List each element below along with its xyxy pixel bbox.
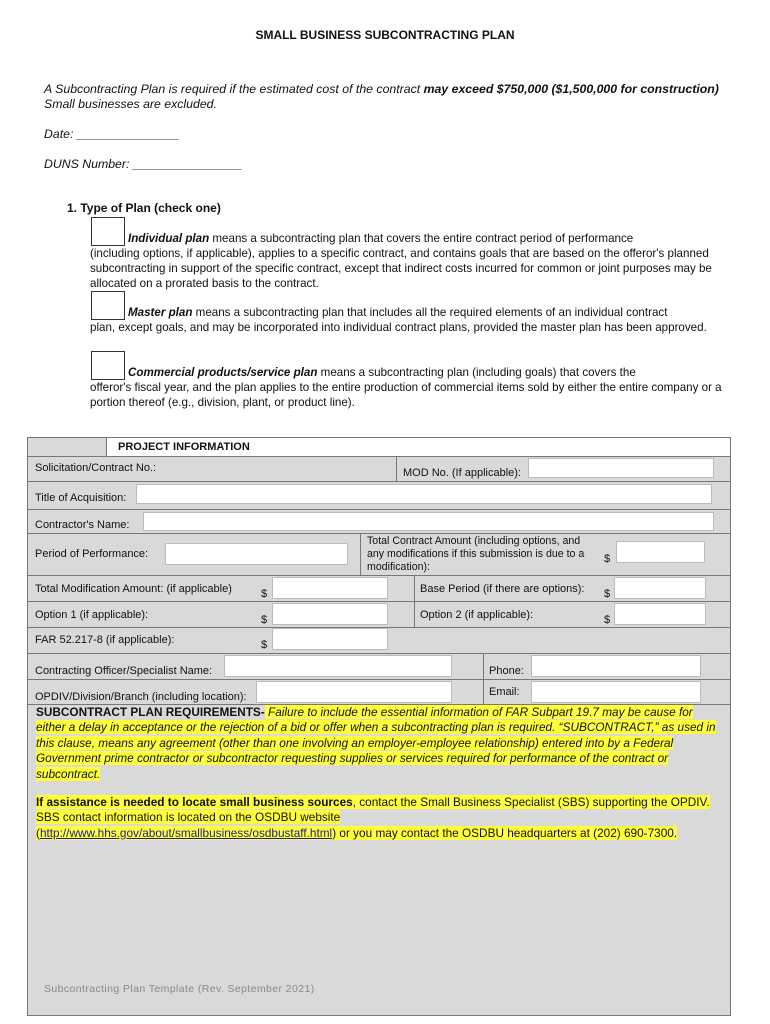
contracting-officer-label: Contracting Officer/Specialist Name: (35, 665, 213, 677)
currency-symbol: $ (261, 614, 268, 626)
individual-plan-text-first: means a subcontracting plan that covers the entire contract period of performance (209, 232, 634, 245)
duns-line[interactable]: DUNS Number: ________________ (44, 157, 243, 171)
currency-symbol: $ (604, 614, 611, 626)
title-of-acquisition-input[interactable] (136, 484, 712, 504)
intro-text-after: Small businesses are excluded. (44, 97, 217, 111)
date-line[interactable]: Date: _______________ (44, 127, 180, 141)
master-plan-text-first: means a subcontracting plan that includes all the required elements of an individual contract (192, 306, 668, 319)
title-of-acquisition-label: Title of Acquisition: (35, 492, 127, 504)
total-contract-amount-input[interactable] (616, 541, 705, 563)
project-information-header: PROJECT INFORMATION (118, 441, 250, 453)
total-contract-amount-label-line-1: Total Contract Amount (including options, and (367, 535, 581, 547)
master-plan-text-rest: plan, except goals, and may be incorporated into individual contract plans, provided the master plan has been approved. (90, 321, 707, 334)
currency-symbol: $ (604, 588, 611, 600)
intro-threshold: may exceed $750,000 ($1,500,000 for construction) (423, 82, 719, 96)
period-of-performance-input[interactable] (165, 543, 348, 565)
requirements-heading: SUBCONTRACT PLAN REQUIREMENTS- (36, 705, 265, 719)
email-label: Email: (489, 686, 520, 698)
total-contract-amount-label-line-3: modification): (367, 561, 430, 573)
opdiv-label: OPDIV/Division/Branch (including location): (35, 691, 247, 703)
option-2-input[interactable] (614, 603, 706, 625)
intro-text-before: A Subcontracting Plan is required if the estimated cost of the contract (44, 82, 424, 96)
osdbu-website-link[interactable]: http://www.hhs.gov/about/smallbusiness/osdbustaff.html (39, 825, 333, 840)
assistance-bold: If assistance is needed to locate small business sources (36, 795, 353, 809)
phone-input[interactable] (531, 655, 701, 677)
contracting-officer-input[interactable] (224, 655, 452, 677)
far-52-217-8-label: FAR 52.217-8 (if applicable): (35, 634, 175, 646)
intro-paragraph (44, 82, 724, 112)
solicitation-label: Solicitation/Contract No.: (35, 462, 157, 474)
base-period-input[interactable] (614, 577, 706, 599)
mod-number-input[interactable] (528, 458, 714, 478)
mod-label: MOD No. (If applicable): (403, 467, 521, 479)
contractor-name-input[interactable] (143, 512, 714, 531)
assistance-paragraph (36, 795, 726, 841)
assistance-paren: ( (36, 825, 40, 840)
option-1-input[interactable] (272, 603, 388, 625)
currency-symbol: $ (604, 553, 611, 565)
master-plan-title: Master plan (128, 306, 193, 319)
total-modification-label: Total Modification Amount: (if applicable) (35, 583, 232, 595)
total-modification-input[interactable] (272, 577, 388, 599)
opdiv-input[interactable] (256, 681, 452, 703)
contractor-name-label: Contractor's Name: (35, 519, 130, 531)
assistance-text-1: , contact the Small Business Specialist (SBS) supporting the OPDIV. SBS contact information is located on the OSDBU website (36, 795, 710, 825)
footer-template-revision: Subcontracting Plan Template (Rev. September 2021) (44, 983, 315, 995)
individual-plan-description (90, 231, 730, 291)
page-title: SMALL BUSINESS SUBCONTRACTING PLAN (255, 28, 515, 42)
total-contract-amount-label (367, 535, 584, 574)
total-contract-amount-label-line-2: any modifications if this submission is due to a (367, 548, 585, 560)
period-of-performance-label: Period of Performance: (35, 548, 149, 560)
subcontract-plan-requirements (36, 705, 722, 782)
phone-label: Phone: (489, 665, 524, 677)
email-input[interactable] (531, 681, 701, 703)
currency-symbol: $ (261, 639, 268, 651)
individual-plan-title: Individual plan (128, 232, 210, 245)
individual-plan-text-rest: (including options, if applicable), applies to a specific contract, and contains goals that are based on the offeror's planned subcontracting in support of the specific contract, except that indirect costs incurred for common or joint purposes may be allocated on a prorated basis to the contract. (90, 247, 712, 290)
master-plan-description (90, 305, 730, 335)
commercial-plan-text-first: means a subcontracting plan (including goals) that covers the (317, 366, 636, 379)
commercial-plan-title: Commercial products/service plan (128, 366, 318, 379)
option-1-label: Option 1 (if applicable): (35, 609, 149, 621)
requirements-body: Failure to include the essential information of FAR Subpart 19.7 may be cause for either a delay in acceptance or the rejection of a bid or offer when a subcontracting plan is required. “SUBCONTRACT,” as used in this clause, means any agreement (other than one involving an employer-employee relationship) entered into by a Federal Government prime contractor or subcontractor requesting supplies or services required for performance of the contract or subcontract. (36, 705, 716, 781)
currency-symbol: $ (261, 588, 268, 600)
option-2-label: Option 2 (if applicable): (420, 609, 534, 621)
far-52-217-8-input[interactable] (272, 628, 388, 650)
commercial-plan-text-rest: offeror's fiscal year, and the plan applies to the entire production of commercial items sold by either the entire company or a portion thereof (e.g., division, plant, or product line). (90, 381, 722, 409)
type-of-plan-heading: 1. Type of Plan (check one) (67, 201, 221, 215)
base-period-label: Base Period (if there are options): (420, 583, 585, 595)
assistance-text-2: ) or you may contact the OSDBU headquarters at (202) 690-7300. (332, 825, 678, 840)
commercial-plan-description (90, 365, 730, 410)
